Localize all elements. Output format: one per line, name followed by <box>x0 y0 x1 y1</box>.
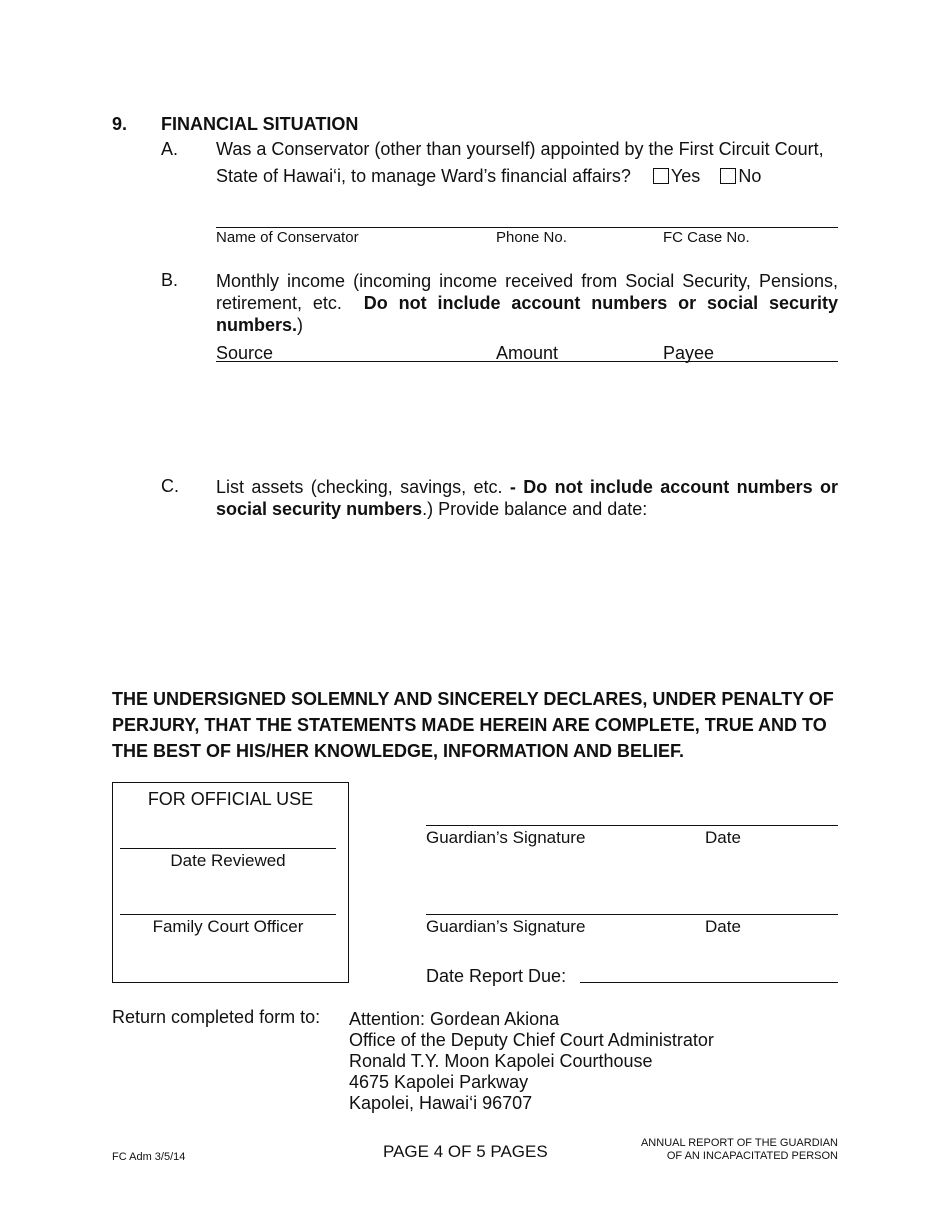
conservator-case-label: FC Case No. <box>663 229 750 246</box>
page-number: PAGE 4 OF 5 PAGES <box>383 1142 548 1161</box>
yes-checkbox[interactable] <box>653 168 669 184</box>
item-c-letter: C. <box>161 476 179 496</box>
signature-date-label-2: Date <box>705 917 741 936</box>
item-a-question-line2 <box>216 166 761 187</box>
income-header-underline <box>216 361 838 362</box>
officer-line[interactable] <box>120 914 336 915</box>
conservator-phone-label: Phone No. <box>496 229 567 246</box>
item-b-text-bold: Do not include account numbers or social security numbers. <box>216 293 838 335</box>
item-c-text <box>216 476 838 520</box>
footer-form-title <box>641 1137 838 1163</box>
no-checkbox[interactable] <box>720 168 736 184</box>
official-use-box <box>112 782 349 983</box>
item-b-text <box>216 270 838 336</box>
footer-title-line2: OF AN INCAPACITATED PERSON <box>666 1150 838 1162</box>
conservator-line[interactable] <box>216 227 838 228</box>
item-a-question-line1: Was a Conservator (other than yourself) appointed by the First Circuit Court, <box>216 139 824 159</box>
signature-line-2[interactable] <box>426 914 838 915</box>
section-title: FINANCIAL SITUATION <box>161 114 359 134</box>
date-report-due-line[interactable] <box>580 982 838 983</box>
return-address-line: Office of the Deputy Chief Court Administrator <box>349 1030 714 1050</box>
footer-title-line1: ANNUAL REPORT OF THE GUARDIAN <box>640 1137 838 1149</box>
signature-label-1: Guardian’s Signature <box>426 828 586 847</box>
yes-label: Yes <box>670 166 701 186</box>
return-address-line: 4675 Kapolei Parkway <box>349 1072 529 1092</box>
return-label: Return completed form to: <box>112 1007 321 1027</box>
signature-date-label-1: Date <box>705 828 741 847</box>
item-b-text-normal: Monthly income (incoming income received from Social Security, Pensions, retirement, etc. <box>216 271 838 313</box>
date-report-due-label: Date Report Due: <box>426 966 567 986</box>
date-reviewed-line[interactable] <box>120 848 336 849</box>
official-use-title: FOR OFFICIAL USE <box>147 789 314 809</box>
date-reviewed-label: Date Reviewed <box>170 851 286 870</box>
no-label: No <box>738 166 762 186</box>
conservator-name-label: Name of Conservator <box>216 229 359 246</box>
return-address <box>349 1009 714 1114</box>
declaration-text: THE UNDERSIGNED SOLEMNLY AND SINCERELY DECLARES, UNDER PENALTY OF PERJURY, THAT THE STATEMENTS MADE HEREIN ARE COMPLETE, TRUE AND TO THE BEST OF HIS/HER KNOWLEDGE, INFORMATION AND BELIEF. <box>112 689 834 761</box>
income-amount-header: Amount <box>496 343 559 363</box>
section-number: 9. <box>112 114 128 134</box>
income-source-header: Source <box>216 343 274 363</box>
signature-label-2: Guardian’s Signature <box>426 917 586 936</box>
return-address-line: Kapolei, Hawai‘i 96707 <box>349 1093 533 1113</box>
return-address-line: Ronald T.Y. Moon Kapolei Courthouse <box>349 1051 653 1071</box>
item-b-letter: B. <box>161 270 179 290</box>
form-id: FC Adm 3/5/14 <box>112 1151 186 1163</box>
item-c-text-end: .) Provide balance and date: <box>422 499 648 519</box>
item-c-text-bold: - Do not include account numbers or social security numbers <box>216 477 839 519</box>
signature-line-1[interactable] <box>426 825 838 826</box>
return-address-line: Attention: Gordean Akiona <box>349 1009 560 1029</box>
item-a-question-text: State of Hawai‘i, to manage Ward’s financial affairs? <box>216 166 631 186</box>
income-payee-header: Payee <box>663 343 715 363</box>
item-b-text-end: ) <box>297 315 304 335</box>
item-c-text-normal: List assets (checking, savings, etc. <box>216 477 503 497</box>
item-a-letter: A. <box>161 139 179 159</box>
officer-label: Family Court Officer <box>152 917 304 936</box>
